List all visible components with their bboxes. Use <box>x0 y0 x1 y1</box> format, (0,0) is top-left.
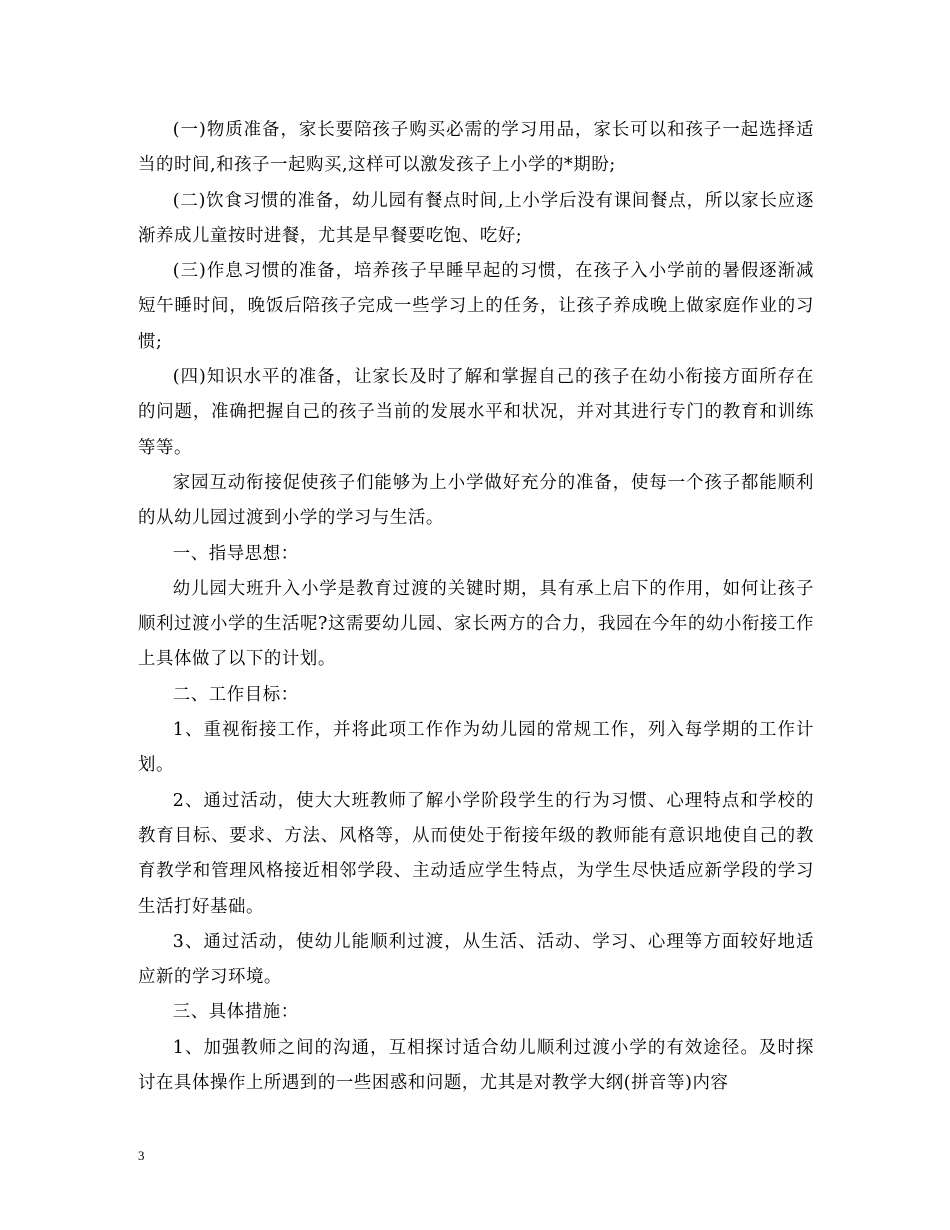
section-heading-specific-measures: 三、具体措施： <box>172 1002 299 1023</box>
paragraph-material-preparation: (一)物质准备，家长要陪孩子购买必需的学习用品，家长可以和孩子一起选择适当的时间,和孩子一起购买,这样可以激发孩子上小学的*期盼; <box>138 120 814 176</box>
section-heading-guiding-ideology: 一、指导思想： <box>172 543 299 564</box>
document-body <box>138 113 814 1101</box>
page-number: 3 <box>138 1148 145 1163</box>
paragraph-rest-habits: (三)作息习惯的准备，培养孩子早睡早起的习惯，在孩子入小学前的暑假逐渐减短午睡时间，晚饭后陪孩子完成一些学习上的任务，让孩子养成晚上做家庭作业的习惯; <box>138 261 814 352</box>
section-heading-work-goals: 二、工作目标： <box>172 684 299 705</box>
paragraph-diet-habits: (二)饮食习惯的准备，幼儿园有餐点时间,上小学后没有课间餐点，所以家长应逐渐养成儿童按时进餐，尤其是早餐要吃饱、吃好; <box>138 190 814 246</box>
paragraph-knowledge-level: (四)知识水平的准备，让家长及时了解和掌握自己的孩子在幼小衔接方面所存在的问题，准确把握自己的孩子当前的发展水平和状况，并对其进行专门的教育和训练等等。 <box>138 367 814 458</box>
paragraph-goal-3: 3、通过活动，使幼儿能顺利过渡，从生活、活动、学习、心理等方面较好地适应新的学习环境。 <box>138 931 814 988</box>
paragraph-home-school-interaction: 家园互动衔接促使孩子们能够为上小学做好充分的准备，使每一个孩子都能顺利的从幼儿园过渡到小学的学习与生活。 <box>138 472 814 529</box>
paragraph-goal-1: 1、重视衔接工作，并将此项工作作为幼儿园的常规工作，列入每学期的工作计划。 <box>138 720 814 776</box>
paragraph-measure-1: 1、加强教师之间的沟通，互相探讨适合幼儿顺利过渡小学的有效途径。及时探讨在具体操作上所遇到的一些困惑和问题，尤其是对教学大纲(拼音等)内容 <box>138 1037 814 1094</box>
paragraph-guiding-ideology: 幼儿园大班升入小学是教育过渡的关键时期，具有承上启下的作用，如何让孩子顺利过渡小学的生活呢?这需要幼儿园、家长两方的合力，我园在今年的幼小衔接工作上具体做了以下的计划。 <box>138 578 814 670</box>
paragraph-goal-2: 2、通过活动，使大大班教师了解小学阶段学生的行为习惯、心理特点和学校的教育目标、要求、方法、风格等，从而使处于衔接年级的教师能有意识地使自己的教育教学和管理风格接近相邻学段、主动适应学生特点，为学生尽快适应新学段的学习生活打好基础。 <box>138 790 814 917</box>
